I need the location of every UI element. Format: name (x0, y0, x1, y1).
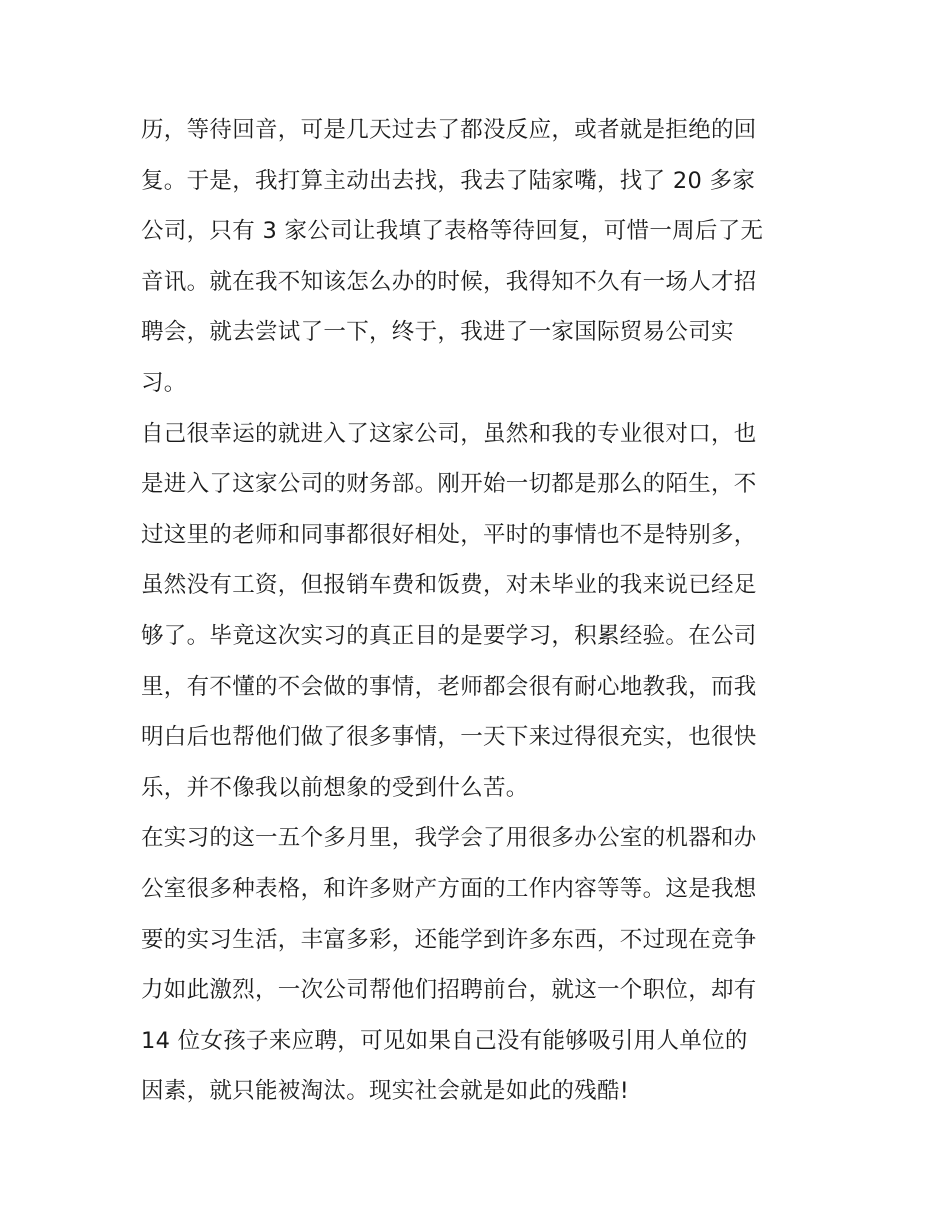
text-line: 力如此激烈，一次公司帮他们招聘前台，就这一个职位，却有 (141, 977, 757, 1004)
text-line: 因素，就只能被淘汰。现实社会就是如此的残酷! (141, 1078, 630, 1105)
text-line: 里，有不懂的不会做的事情，老师都会很有耐心地教我，而我 (141, 673, 757, 700)
text-line: 乐，并不像我以前想象的受到什么苦。 (141, 774, 529, 801)
text-line: 要的实习生活，丰富多彩，还能学到许多东西，不过现在竞争 (141, 926, 757, 953)
text-line: 音讯。就在我不知该怎么办的时候，我得知不久有一场人才招 (141, 268, 757, 295)
text-line: 自己很幸运的就进入了这家公司，虽然和我的专业很对口，也 (141, 420, 757, 447)
text-line: 公司，只有 3 家公司让我填了表格等待回复，可惜一周后了无 (141, 218, 764, 245)
text-line: 明白后也帮他们做了很多事情，一天下来过得很充实，也很快 (141, 724, 757, 751)
body-text (141, 105, 831, 1117)
text-line: 公室很多种表格，和许多财产方面的工作内容等等。这是我想 (141, 875, 757, 902)
text-line: 过这里的老师和同事都很好相处，平时的事情也不是特别多， (141, 521, 757, 548)
text-line: 在实习的这一五个多月里，我学会了用很多办公室的机器和办 (141, 825, 757, 852)
text-line: 历，等待回音，可是几天过去了都没反应，或者就是拒绝的回 (141, 117, 757, 143)
text-line: 聘会，就去尝试了一下，终于，我进了一家国际贸易公司实 (141, 319, 734, 346)
text-line: 习。 (141, 369, 187, 396)
text-line: 是进入了这家公司的财务部。刚开始一切都是那么的陌生，不 (141, 471, 757, 498)
text-line: 复。于是，我打算主动出去找，我去了陆家嘴，找了 20 多家 (141, 167, 756, 194)
text-line: 14 位女孩子来应聘，可见如果自己没有能够吸引用人单位的 (141, 1027, 748, 1054)
text-line: 够了。毕竟这次实习的真正目的是要学习，积累经验。在公司 (141, 622, 757, 649)
text-line: 虽然没有工资，但报销车费和饭费，对未毕业的我来说已经足 (141, 572, 757, 599)
